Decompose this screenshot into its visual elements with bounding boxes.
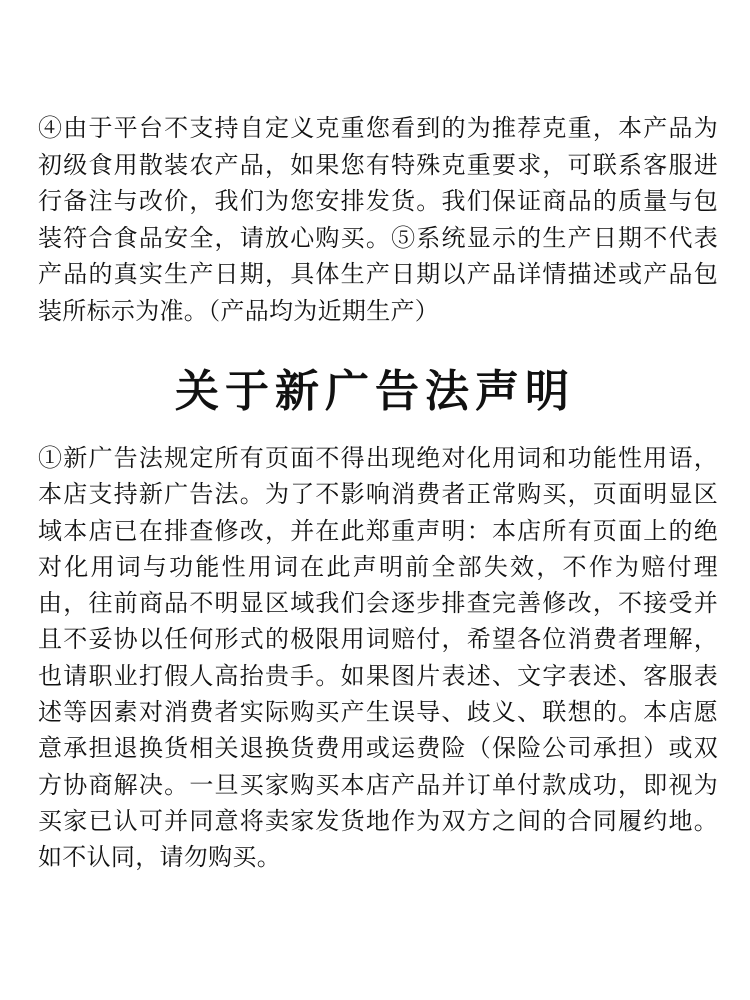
product-notice-paragraph: ④由于平台不支持自定义克重您看到的为推荐克重，本产品为初级食用散装农产品，如果您有特殊克重要求，可联系客服进行备注与改价，我们为您安排发货。我们保证商品的质量与包装符合食品安全，请放心购买。⑤系统显示的生产日期不代表产品的真实生产日期，具体生产日期以产品详情描述或产品包装所标示为准。（产品均为近期生产） <box>38 114 718 325</box>
section-title: 关于新广告法声明 <box>175 366 575 417</box>
advertising-law-statement-paragraph: ①新广告法规定所有页面不得出现绝对化用词和功能性用语，本店支持新广告法。为了不影响消费者正常购买，页面明显区域本店已在排查修改，并在此郑重声明：本店所有页面上的绝对化用词与功能性用词在此声明前全部失效，不作为赔付理由，往前商品不明显区域我们会逐步排查完善修改，不接受并且不妥协以任何形式的极限用词赔付，希望各位消费者理解，也请职业打假人高抬贵手。如果图片表述、文字表述、客服表述等因素对消费者实际购买产生误导、歧义、联想的。本店愿意承担退换货相关退换货费用或运费险（保险公司承担）或双方协商解决。一旦买家购买本店产品并订单付款成功，即视为买家已认可并同意将卖家发货地作为双方之间的合同履约地。如不认同，请勿购买。 <box>38 444 718 872</box>
